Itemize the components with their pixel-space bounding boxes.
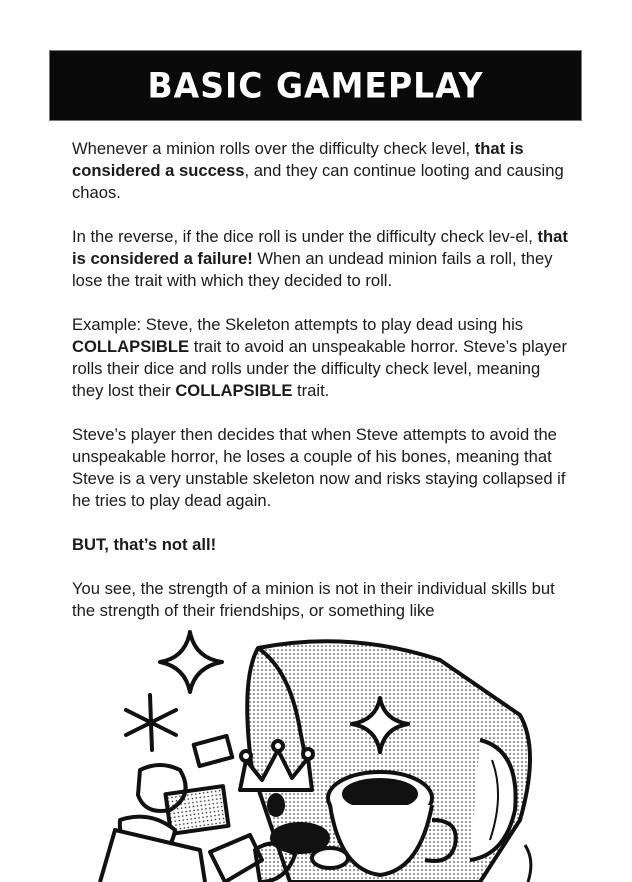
sparkle-icon <box>160 632 222 692</box>
rules-text <box>72 138 572 644</box>
treasure-pile-illustration <box>0 620 632 882</box>
paragraph-but: BUT, that’s not all! <box>72 535 217 554</box>
swoosh-icon <box>525 845 531 882</box>
paragraph-example: Example: Steve, the Skeleton attempts to play dead using his COLLAPSIBLE trait to avoid an unspeakable horror. Steve’s player rolls their dice and rolls under the difficulty check level, meaning they lost their COLLAPSIBLE trait. <box>72 315 567 400</box>
paragraph-strength: You see, the strength of a minion is not in their individual skills but the strength of their friendships, or something like <box>72 579 555 620</box>
page-title: BASIC GAMEPLAY <box>147 65 484 106</box>
paragraph-success: Whenever a minion rolls over the difficulty check level, that is considered a success, and they can continue looting and causing chaos. <box>72 139 564 202</box>
asterisk-star-icon <box>126 695 176 750</box>
paragraph-failure: In the reverse, if the dice roll is under the difficulty check lev-el, that is considered a failure! When an undead minion fails a roll, they lose the trait with which they decided to roll. <box>72 227 568 290</box>
paragraph-steve: Steve’s player then decides that when Steve attempts to avoid the unspeakable horror, he loses a couple of his bones, meaning that Steve is a very unstable skeleton now and risks staying collapsed if he tries to play dead again. <box>72 425 566 510</box>
title-banner <box>50 51 581 120</box>
